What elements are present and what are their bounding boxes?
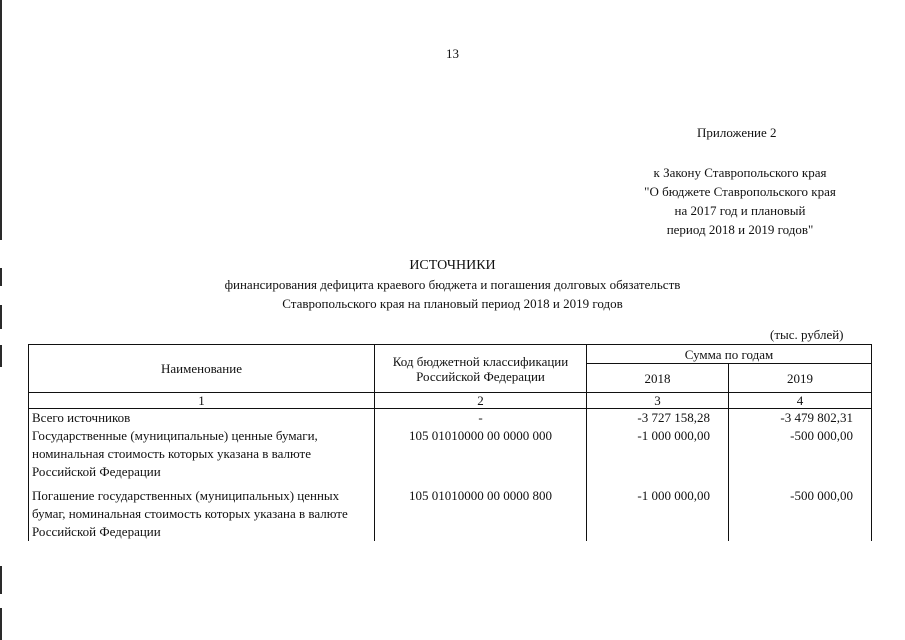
document-title: ИСТОЧНИКИ [409, 258, 496, 273]
scan-edge-mark [0, 0, 2, 240]
row-value-2018: -3 727 158,28 [587, 409, 729, 428]
row-code: 105 01010000 00 0000 000 [375, 427, 587, 481]
column-number: 1 [29, 393, 375, 409]
scan-edge-mark [0, 345, 2, 367]
document-subtitle-line: Ставропольского края на плановый период 2018 и 2019 годов [282, 296, 623, 311]
scan-edge-mark [0, 566, 2, 594]
row-value-2019: -3 479 802,31 [729, 409, 872, 428]
header-sum-by-years: Сумма по годам [587, 345, 872, 364]
scan-edge-mark [0, 608, 2, 640]
table-row [29, 409, 872, 428]
table-row [29, 427, 872, 481]
row-value-2018: -1 000 000,00 [587, 487, 729, 541]
sources-table [28, 344, 872, 541]
header-code: Код бюджетной классификации Российской Федерации [375, 345, 587, 393]
law-reference-line: на 2017 год и плановый [674, 203, 806, 218]
header-year-2019: 2019 [729, 364, 872, 393]
law-reference-line: к Закону Ставропольского края [653, 165, 827, 180]
appendix-title: Приложение 2 [697, 125, 777, 140]
law-reference [620, 163, 860, 239]
page-number: 13 [446, 46, 459, 61]
units-label: (тыс. рублей) [770, 327, 844, 342]
row-value-2018: -1 000 000,00 [587, 427, 729, 481]
row-value-2019: -500 000,00 [729, 487, 872, 541]
row-name: Государственные (муниципальные) ценные бумаги, номинальная стоимость которых указана в валюте Российской Федерации [29, 427, 375, 481]
column-number: 4 [729, 393, 872, 409]
row-value-2019: -500 000,00 [729, 427, 872, 481]
row-name: Погашение государственных (муниципальных) ценных бумаг, номинальная стоимость которых указана в валюте Российской Федерации [29, 487, 375, 541]
law-reference-line: "О бюджете Ставропольского края [644, 184, 836, 199]
table-row [29, 487, 872, 541]
row-code: 105 01010000 00 0000 800 [375, 487, 587, 541]
header-year-2018: 2018 [587, 364, 729, 393]
document-subtitle-line: финансирования дефицита краевого бюджета и погашения долговых обязательств [224, 277, 681, 292]
law-reference-line: период 2018 и 2019 годов" [666, 222, 814, 237]
row-name: Всего источников [29, 409, 375, 428]
column-number: 2 [375, 393, 587, 409]
row-code: - [375, 409, 587, 428]
column-number: 3 [587, 393, 729, 409]
document-heading [0, 256, 905, 313]
header-name: Наименование [29, 345, 375, 393]
